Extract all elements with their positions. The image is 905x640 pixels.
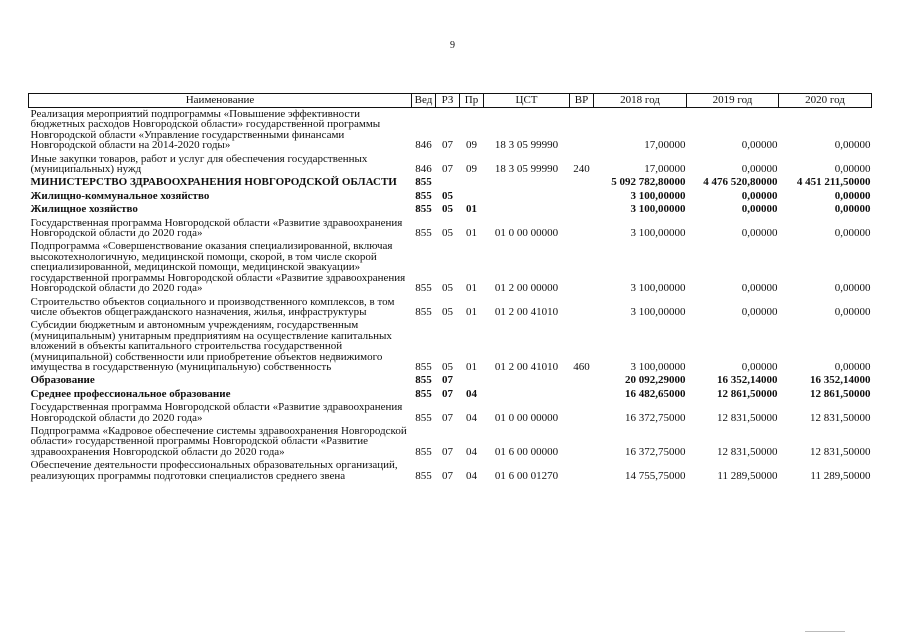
cell-2018: 3 100,00000 <box>630 360 686 373</box>
cell-cst: 18 3 05 99990 <box>494 163 559 176</box>
cell-rz: 05 <box>442 305 453 318</box>
cell-pr: 04 <box>466 469 477 482</box>
cell-rz: 07 <box>442 374 453 387</box>
cell-2020: 12 831,50000 <box>810 411 871 424</box>
cell-ved: 855 <box>415 374 432 387</box>
cell-ved: 855 <box>415 227 432 240</box>
cell-rz: 07 <box>442 163 453 176</box>
cell-name: Обеспечение деятельности профессиональных образовательных организаций, реализующих программы подготовки специалистов среднего звена <box>30 459 398 482</box>
table-row <box>29 459 872 483</box>
cell-2019: 0,00000 <box>741 360 778 373</box>
cell-name: Государственная программа Новгородской области «Развитие здравоохранения Новгородской области до 2020 года» <box>30 216 403 240</box>
cell-cst: 01 2 00 00000 <box>494 282 559 295</box>
cell-pr: 04 <box>466 387 477 400</box>
cell-2019: 0,00000 <box>741 139 778 152</box>
cell-cst: 01 6 00 00000 <box>494 445 559 458</box>
cell-2020: 0,00000 <box>834 189 871 202</box>
cell-2020: 12 861,50000 <box>810 387 871 400</box>
cell-rz: 07 <box>442 387 453 400</box>
cell-ved: 846 <box>415 163 432 176</box>
cell-cst: 01 0 00 00000 <box>494 411 559 424</box>
cell-2020: 0,00000 <box>834 282 871 295</box>
header-name: Наименование <box>29 94 412 108</box>
table-row <box>29 319 872 374</box>
cell-2020: 4 451 211,50000 <box>796 176 871 189</box>
cell-2019: 0,00000 <box>741 203 778 216</box>
cell-2018: 5 092 782,80000 <box>611 176 686 189</box>
cell-2019: 0,00000 <box>741 282 778 295</box>
cell-name: Жилищно-коммунальное хозяйство <box>30 189 210 202</box>
cell-rz: 07 <box>442 469 453 482</box>
cell-cst <box>484 203 570 216</box>
cell-2020: 12 831,50000 <box>810 445 871 458</box>
cell-rz: 05 <box>442 227 453 240</box>
budget-table <box>28 93 872 483</box>
table-row <box>29 217 872 241</box>
cell-ved: 846 <box>415 139 432 152</box>
cell-pr: 04 <box>466 411 477 424</box>
cell-name: Реализация мероприятий подпрограммы «Повышение эффективности бюджетных расходов Новгородской области» государственной программы Новгородской области «Управление государственными финансами Новгородской области на 2014-2020 годы» <box>30 108 381 152</box>
cell-2020: 16 352,14000 <box>810 374 871 387</box>
cell-2019: 12 831,50000 <box>717 411 778 424</box>
cell-2019: 4 476 520,80000 <box>703 176 778 189</box>
table-row <box>29 176 872 189</box>
cell-2019: 12 831,50000 <box>717 445 778 458</box>
cell-vr <box>570 203 594 216</box>
cell-ved: 855 <box>415 445 432 458</box>
cell-pr: 09 <box>466 139 477 152</box>
cell-cst: 01 2 00 41010 <box>494 360 559 373</box>
header-2020: 2020 год <box>779 94 872 108</box>
cell-pr: 01 <box>466 305 477 318</box>
header-vr: ВР <box>570 94 594 108</box>
cell-ved: 855 <box>415 176 432 189</box>
header-pr: Пр <box>460 94 484 108</box>
cell-pr <box>460 374 484 387</box>
cell-name: МИНИСТЕРСТВО ЗДРАВООХРАНЕНИЯ НОВГОРОДСКОЙ ОБЛАСТИ <box>30 176 397 189</box>
cell-2018: 16 372,75000 <box>625 411 686 424</box>
cell-vr <box>570 176 594 189</box>
cell-2018: 14 755,75000 <box>625 469 686 482</box>
cell-vr <box>570 459 594 483</box>
cell-vr <box>570 240 594 295</box>
cell-ved: 855 <box>415 469 432 482</box>
cell-cst: 01 6 00 01270 <box>494 469 559 482</box>
cell-pr <box>460 190 484 203</box>
cell-ved: 855 <box>415 411 432 424</box>
cell-cst: 18 3 05 99990 <box>494 139 559 152</box>
table-row <box>29 388 872 401</box>
table-header <box>29 94 872 108</box>
table-body <box>29 108 872 484</box>
cell-name: Строительство объектов социального и производственного комплексов, в том числе объектов общегражданского назначения, жилья, инфраструктуры <box>30 295 395 318</box>
cell-name: Подпрограмма «Кадровое обеспечение системы здравоохранения Новгородской области» государственной программы Новгородской области «Развитие здравоохранения Новгородской области до 2020 года» <box>30 424 407 458</box>
cell-2020: 11 289,50000 <box>810 469 871 482</box>
cell-vr: 460 <box>573 360 590 373</box>
cell-name: Государственная программа Новгородской области «Развитие здравоохранения Новгородской области до 2020 года» <box>30 401 403 424</box>
cell-rz: 07 <box>442 411 453 424</box>
cell-2019: 0,00000 <box>741 189 778 202</box>
cell-vr <box>570 374 594 387</box>
cell-2018: 3 100,00000 <box>630 203 686 216</box>
cell-pr: 01 <box>466 282 477 295</box>
cell-pr <box>460 176 484 189</box>
header-2019: 2019 год <box>687 94 779 108</box>
cell-ved: 855 <box>415 360 432 373</box>
cell-cst <box>484 388 570 401</box>
cell-rz <box>436 176 460 189</box>
table-row <box>29 203 872 216</box>
cell-2018: 3 100,00000 <box>630 282 686 295</box>
cell-pr: 01 <box>466 360 477 373</box>
cell-vr <box>570 190 594 203</box>
table-row <box>29 240 872 295</box>
header-ved: Вед <box>412 94 436 108</box>
cell-ved: 855 <box>415 189 432 202</box>
cell-vr <box>570 296 594 320</box>
cell-name: Образование <box>30 374 95 387</box>
cell-2019: 0,00000 <box>741 163 778 176</box>
cell-2018: 3 100,00000 <box>630 227 686 240</box>
table-row <box>29 153 872 177</box>
cell-vr <box>570 401 594 425</box>
header-cst: ЦСТ <box>484 94 570 108</box>
cell-2018: 17,00000 <box>644 139 686 152</box>
cell-2020: 0,00000 <box>834 305 871 318</box>
cell-name: Иные закупки товаров, работ и услуг для обеспечения государственных (муниципальных) нужд <box>30 152 368 176</box>
cell-vr <box>570 108 594 153</box>
cell-2020: 0,00000 <box>834 360 871 373</box>
cell-cst: 01 2 00 41010 <box>494 305 559 318</box>
cell-2018: 3 100,00000 <box>630 189 686 202</box>
cell-rz: 07 <box>442 445 453 458</box>
cell-name: Жилищное хозяйство <box>30 203 138 216</box>
cell-cst <box>484 190 570 203</box>
cell-rz: 05 <box>442 282 453 295</box>
cell-ved: 855 <box>415 387 432 400</box>
cell-2019: 11 289,50000 <box>717 469 778 482</box>
cell-rz: 05 <box>442 360 453 373</box>
header-2018: 2018 год <box>594 94 687 108</box>
cell-rz: 05 <box>442 189 453 202</box>
table-row <box>29 190 872 203</box>
cell-2020: 0,00000 <box>834 227 871 240</box>
cell-cst: 01 0 00 00000 <box>494 227 559 240</box>
table-row <box>29 425 872 459</box>
table-row <box>29 108 872 153</box>
cell-ved: 855 <box>415 203 432 216</box>
cell-name: Среднее профессиональное образование <box>30 387 231 400</box>
cell-name: Субсидии бюджетным и автономным учреждениям, государственным (муниципальным) унитарным предприятиям на осуществление капитальных вложений в объекты капитального строительства государственной (муниципальной) собственности или приобретение объектов недвижимого имущества в государственную (муниципальную) собственность <box>30 319 392 373</box>
cell-2020: 0,00000 <box>834 163 871 176</box>
cell-vr <box>570 425 594 459</box>
cell-pr: 04 <box>466 445 477 458</box>
cell-pr: 01 <box>466 227 477 240</box>
cell-pr: 09 <box>466 163 477 176</box>
cell-2018: 3 100,00000 <box>630 305 686 318</box>
cell-2020: 0,00000 <box>834 203 871 216</box>
cell-2020: 0,00000 <box>834 139 871 152</box>
cell-cst <box>484 176 570 189</box>
cell-2019: 12 861,50000 <box>717 387 778 400</box>
cell-ved: 855 <box>415 282 432 295</box>
table-row <box>29 296 872 320</box>
cell-vr <box>570 217 594 241</box>
cell-2018: 17,00000 <box>644 163 686 176</box>
cell-rz: 07 <box>442 139 453 152</box>
cell-name: Подпрограмма «Совершенствование оказания специализированной, включая высокотехнологичную, медицинской помощи, скорой, в том числе скорой специализированной, медицинской помощи, медицинской эвакуации» государственной программы Новгородской области «Развитие здравоохранения Новгородской области до 2020 года» <box>30 240 406 295</box>
cell-2019: 16 352,14000 <box>717 374 778 387</box>
header-rz: РЗ <box>436 94 460 108</box>
scan-mark <box>805 631 845 636</box>
cell-2019: 0,00000 <box>741 305 778 318</box>
cell-rz: 05 <box>442 203 453 216</box>
cell-pr: 01 <box>466 203 477 216</box>
table-row <box>29 374 872 387</box>
cell-2019: 0,00000 <box>741 227 778 240</box>
cell-2018: 16 482,65000 <box>625 387 686 400</box>
cell-vr: 240 <box>573 163 590 176</box>
cell-ved: 855 <box>415 305 432 318</box>
table-row <box>29 401 872 425</box>
cell-2018: 16 372,75000 <box>625 445 686 458</box>
page-number: 9 <box>450 40 455 51</box>
cell-cst <box>484 374 570 387</box>
cell-2018: 20 092,29000 <box>625 374 686 387</box>
cell-vr <box>570 388 594 401</box>
